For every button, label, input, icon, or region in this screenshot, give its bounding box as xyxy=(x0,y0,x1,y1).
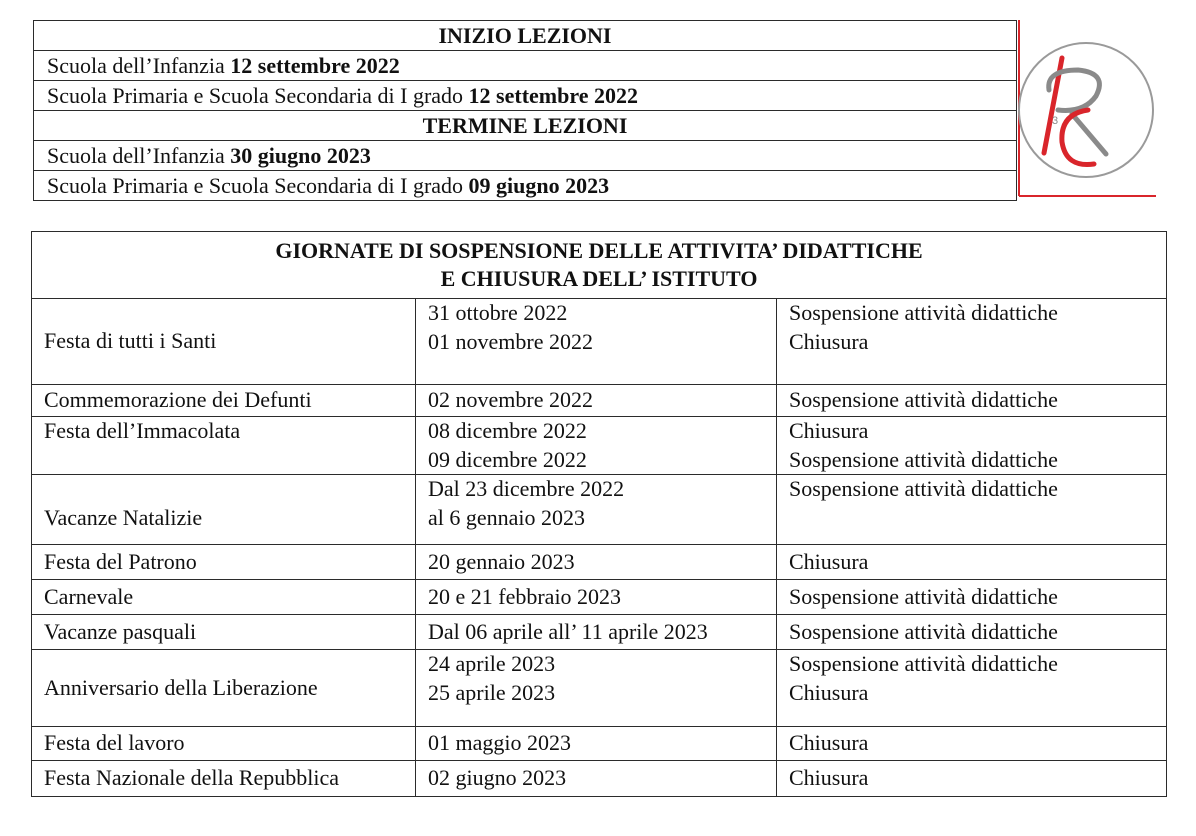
school-logo-icon xyxy=(1016,18,1158,200)
school-label: Scuola dell’Infanzia xyxy=(47,143,231,168)
type-line: Sospensione attività didattiche xyxy=(789,300,1058,325)
holiday-dates xyxy=(416,545,777,580)
holiday-name: Vacanze Natalizie xyxy=(32,475,416,545)
holiday-type xyxy=(777,385,1167,417)
school-label: Scuola dell’Infanzia xyxy=(47,53,231,78)
type-line: Chiusura xyxy=(789,679,869,705)
holiday-type xyxy=(777,650,1167,727)
type-line: Sospensione attività didattiche xyxy=(789,476,1058,501)
holiday-name: Vacanze pasquali xyxy=(32,615,416,650)
type-line: Sospensione attività didattiche xyxy=(789,446,1058,472)
type-line: Sospensione attività didattiche xyxy=(789,583,1058,609)
type-line: Chiusura xyxy=(789,328,869,354)
table-row xyxy=(32,545,1167,580)
holiday-dates xyxy=(416,615,777,650)
end-date: 09 giugno 2023 xyxy=(468,173,610,198)
type-line: Chiusura xyxy=(789,730,869,756)
title-line-1: GIORNATE DI SOSPENSIONE DELLE ATTIVITA’ DIDATTICHE xyxy=(275,238,923,263)
holiday-type xyxy=(777,727,1167,761)
holiday-dates xyxy=(416,299,777,385)
inizio-header: INIZIO LEZIONI xyxy=(34,21,1017,51)
type-line: Sospensione attività didattiche xyxy=(789,387,1058,413)
type-line: Chiusura xyxy=(789,765,869,791)
holiday-dates xyxy=(416,475,777,545)
table-title-row xyxy=(32,232,1167,299)
date-line: 02 novembre 2022 xyxy=(428,387,593,413)
termine-infanzia xyxy=(34,141,1017,171)
holiday-name: Commemorazione dei Defunti xyxy=(32,385,416,417)
holiday-type xyxy=(777,299,1167,385)
holiday-type xyxy=(777,580,1167,615)
date-line: Dal 06 aprile all’ 11 aprile 2023 xyxy=(428,618,708,644)
date-line: Dal 23 dicembre 2022 xyxy=(428,476,625,501)
holiday-name: Festa del lavoro xyxy=(32,727,416,761)
date-line: 31 ottobre 2022 xyxy=(428,300,568,325)
school-label: Scuola Primaria e Scuola Secondaria di I grado xyxy=(47,83,469,108)
holiday-dates xyxy=(416,727,777,761)
type-line: Sospensione attività didattiche xyxy=(789,651,1058,676)
table-row xyxy=(32,727,1167,761)
date-line: 08 dicembre 2022 xyxy=(428,418,587,443)
date-line: 02 giugno 2023 xyxy=(428,765,567,791)
table-row xyxy=(34,171,1158,201)
start-date: 12 settembre 2022 xyxy=(468,83,638,108)
holiday-type xyxy=(777,475,1167,545)
table-title xyxy=(32,232,1167,299)
end-date: 30 giugno 2023 xyxy=(230,143,371,168)
holiday-type xyxy=(777,417,1167,475)
type-line: Chiusura xyxy=(789,548,869,574)
school-label: Scuola Primaria e Scuola Secondaria di I grado xyxy=(47,173,469,198)
date-line: 20 e 21 febbraio 2023 xyxy=(428,583,622,609)
suspension-days-table xyxy=(31,231,1167,797)
table-row xyxy=(32,299,1167,385)
holiday-type xyxy=(777,615,1167,650)
holiday-name: Festa Nazionale della Repubblica xyxy=(32,761,416,797)
date-line: al 6 gennaio 2023 xyxy=(428,504,586,530)
holiday-dates xyxy=(416,417,777,475)
holiday-dates xyxy=(416,580,777,615)
holiday-type xyxy=(777,545,1167,580)
holiday-name: Festa di tutti i Santi xyxy=(32,299,416,385)
title-line-2: E CHIUSURA DELL’ ISTITUTO xyxy=(440,266,758,291)
date-line: 09 dicembre 2022 xyxy=(428,446,587,472)
date-line: 01 maggio 2023 xyxy=(428,730,571,756)
table-row xyxy=(34,141,1158,171)
holiday-dates xyxy=(416,650,777,727)
svg-text:3: 3 xyxy=(1052,115,1059,127)
table-row xyxy=(32,761,1167,797)
table-row xyxy=(32,615,1167,650)
holiday-name: Anniversario della Liberazione xyxy=(32,650,416,727)
date-line: 24 aprile 2023 xyxy=(428,651,556,676)
holiday-dates xyxy=(416,385,777,417)
date-line: 01 novembre 2022 xyxy=(428,328,593,354)
table-row xyxy=(32,385,1167,417)
date-line: 20 gennaio 2023 xyxy=(428,548,575,574)
termine-header-row xyxy=(34,111,1158,141)
table-row xyxy=(32,475,1167,545)
table-row xyxy=(32,417,1167,475)
date-line: 25 aprile 2023 xyxy=(428,679,556,705)
table-row xyxy=(32,650,1167,727)
inizio-header-row xyxy=(34,21,1158,51)
inizio-infanzia xyxy=(34,51,1017,81)
holiday-type xyxy=(777,761,1167,797)
holiday-name: Festa del Patrono xyxy=(32,545,416,580)
table-row xyxy=(32,580,1167,615)
holiday-dates xyxy=(416,761,777,797)
table-row xyxy=(34,81,1158,111)
termine-primaria xyxy=(34,171,1017,201)
holiday-name: Carnevale xyxy=(32,580,416,615)
table-row xyxy=(34,51,1158,81)
holiday-name: Festa dell’Immacolata xyxy=(32,417,416,475)
inizio-primaria xyxy=(34,81,1017,111)
termine-header: TERMINE LEZIONI xyxy=(34,111,1017,141)
type-line: Chiusura xyxy=(789,418,869,443)
start-date: 12 settembre 2022 xyxy=(230,53,400,78)
type-line: Sospensione attività didattiche xyxy=(789,618,1058,644)
lesson-dates-table xyxy=(33,20,1157,201)
